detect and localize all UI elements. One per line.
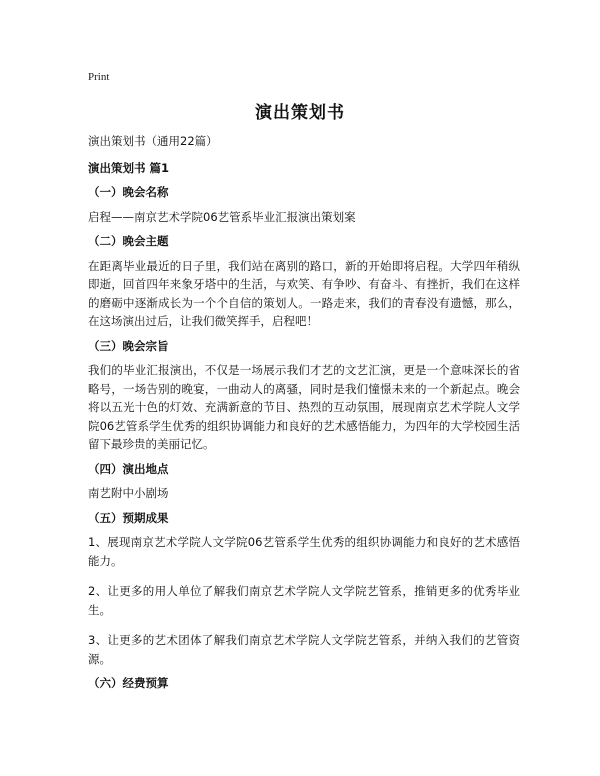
section-heading-name: （一）晚会名称 (88, 185, 169, 199)
print-label: Print (88, 71, 110, 83)
document-body (88, 132, 520, 699)
section-heading-purpose: （三）晚会宗旨 (88, 338, 169, 353)
article-heading: 演出策划书 篇1 (88, 160, 170, 175)
section-heading-budget: （六）经费预算 (88, 676, 169, 690)
section-body-venue: 南艺附中小剧场 (88, 486, 169, 500)
section-body-purpose: 我们的毕业汇报演出，不仅是一场展示我们才艺的文艺汇演，更是一个意味深长的省略号，一场告别的晚宴，一曲动人的离骚，同时是我们憧憬未来的一个新起点。晚会将以五光十色的灯效、充满新意的节目、热烈的互动氛围，展现南京艺术学院人文学院06艺管系学生优秀的组织协调能力和良好的艺术感悟能力，为四年的大学校园生活留下最珍贵的美丽记忆。 (88, 363, 520, 451)
page-title: 演出策划书 (255, 103, 345, 123)
document-subtitle: 演出策划书（通用22篇） (88, 134, 218, 148)
results-item-2: 2、让更多的用人单位了解我们南京艺术学院人文学院艺管系，推销更多的优秀毕业生。 (88, 584, 520, 617)
section-heading-results: （五）预期成果 (88, 510, 169, 525)
section-body-name: 启程——南京艺术学院06艺管系毕业汇报演出策划案 (88, 209, 356, 224)
results-item-1: 1、展现南京艺术学院人文学院06艺管系学生优秀的组织协调能力和良好的艺术感悟能力。 (88, 535, 520, 568)
section-heading-venue: （四）演出地点 (88, 461, 169, 476)
results-item-3: 3、让更多的艺术团体了解我们南京艺术学院人文学院艺管系，并纳入我们的艺管资源。 (88, 633, 520, 666)
section-body-theme: 在距离毕业最近的日子里，我们站在离别的路口，新的开始即将启程。大学四年稍纵即逝，回首四年来象牙塔中的生活，与欢笑、有争吵、有奋斗、有挫折，我们在这样的磨砺中逐渐成长为一个个自信的策划人。一路走来，我们的青春没有遗憾，那么，在这场演出过后，让我们微笑挥手，启程吧！ (88, 258, 520, 328)
section-heading-theme: （二）晚会主题 (88, 234, 169, 248)
